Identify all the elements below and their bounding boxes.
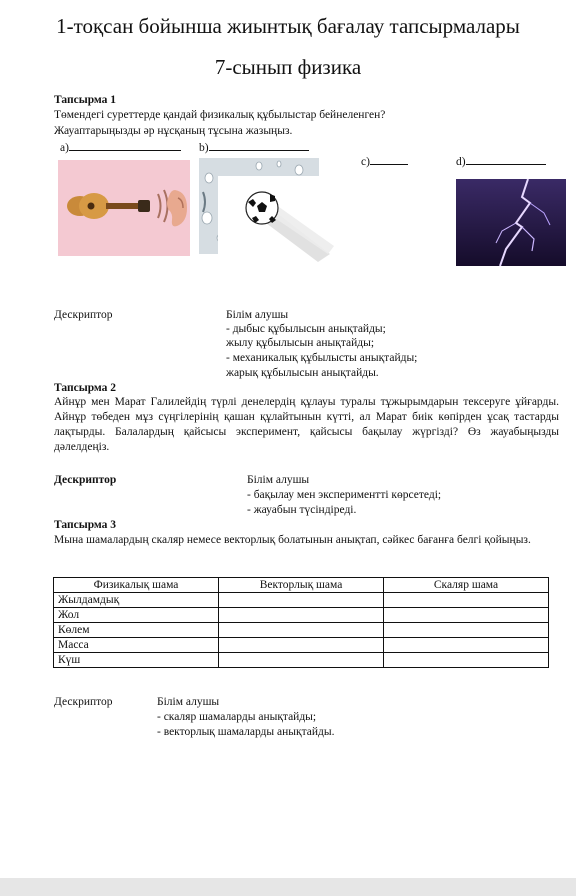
scalar-cell[interactable] [384, 593, 549, 608]
answer-line-a[interactable] [69, 140, 181, 151]
task2-text: Айнұр мен Марат Галилейдің түрлі денелердің құлауы туралы тұжырымдарын тексеруге ұйғарды. Айнұр төбеден мұз сүңгілерінің қашан құлайтынын күтті, ал Марат биік көпірден ұсақ тастарды лақтырды. Балалардың қайсысы эксперимент, қайсысы бақылау жүргізді? Өз жауабыңызды дәлелдеңіз. [54, 396, 559, 453]
page-subtitle: 7-сынып физика [214, 55, 362, 79]
task1-descriptor-intro: Білім алушы [226, 309, 289, 321]
task3-descriptor-item: - векторлық шамаларды анықтайды. [157, 726, 335, 738]
task3-descriptor-label: Дескриптор [54, 696, 113, 708]
task1-descriptor-label: Дескриптор [54, 309, 113, 321]
table-row [54, 653, 549, 668]
task3-heading: Тапсырма 3 [54, 519, 117, 531]
quantities-table [53, 577, 549, 668]
table-header-row [54, 578, 549, 593]
answer-line-b[interactable] [209, 140, 309, 151]
guitar-ear-icon [58, 160, 190, 256]
task1-instruction: Жауаптарыңызды әр нұсқаның тұсына жазыңыз. [54, 125, 293, 137]
soccer-ball-icon [218, 176, 336, 266]
vector-cell[interactable] [219, 623, 384, 638]
vector-cell[interactable] [219, 638, 384, 653]
table-row [54, 623, 549, 638]
task1-answer-c [361, 154, 408, 169]
task2-descriptor-item: - жауабын түсіндіреді. [247, 504, 357, 516]
lightning-icon [456, 179, 566, 266]
row-quantity: Көлем [54, 623, 219, 638]
label-b: b) [199, 142, 209, 154]
page-title: 1-тоқсан бойынша жиынтық бағалау тапсырмалары [56, 14, 520, 38]
label-a: a) [60, 142, 69, 154]
scalar-cell[interactable] [384, 653, 549, 668]
task1-descriptor-item: жарық құбылысын анықтайды. [226, 367, 379, 379]
task1-answer-d [456, 154, 546, 169]
task1-question: Төмендегі суреттерде қандай физикалық құбылыстар бейнеленген? [54, 109, 386, 121]
viewer-bottom-bar [0, 878, 576, 896]
row-quantity: Жылдамдық [54, 593, 219, 608]
task1-heading: Тапсырма 1 [54, 94, 117, 106]
label-d: d) [456, 156, 466, 168]
scalar-cell[interactable] [384, 638, 549, 653]
task2-heading: Тапсырма 2 [54, 382, 117, 394]
table-row [54, 638, 549, 653]
task2-descriptor-intro: Білім алушы [247, 474, 310, 486]
scalar-cell[interactable] [384, 608, 549, 623]
answer-line-d[interactable] [466, 154, 546, 165]
task1-answer-a [60, 140, 181, 155]
vector-cell[interactable] [219, 608, 384, 623]
task2-descriptor-label: Дескриптор [54, 474, 117, 486]
task3-descriptor-intro: Білім алушы [157, 696, 220, 708]
task1-answer-b [199, 140, 309, 155]
task3-text: Мына шамалардың скаляр немесе векторлық болатынын анықтап, сәйкес бағанға белгі қойыңыз. [54, 534, 531, 546]
header-quantity: Физикалық шама [54, 578, 219, 593]
header-scalar: Скаляр шама [384, 578, 549, 593]
task1-descriptor-item: жылу құбылысын анықтайды; [226, 337, 375, 349]
header-vector: Векторлық шама [219, 578, 384, 593]
table-row [54, 593, 549, 608]
table-row [54, 608, 549, 623]
row-quantity: Масса [54, 638, 219, 653]
label-c: c) [361, 156, 370, 168]
vector-cell[interactable] [219, 653, 384, 668]
row-quantity: Күш [54, 653, 219, 668]
task1-descriptor-item: - дыбыс құбылысын анықтайды; [226, 323, 386, 335]
row-quantity: Жол [54, 608, 219, 623]
answer-line-c[interactable] [370, 154, 408, 165]
task3-descriptor-item: - скаляр шамаларды анықтайды; [157, 711, 317, 723]
scalar-cell[interactable] [384, 623, 549, 638]
vector-cell[interactable] [219, 593, 384, 608]
task1-descriptor-item: - механикалық құбылысты анықтайды; [226, 352, 418, 364]
task2-descriptor-item: - бақылау мен экспериментті көрсетеді; [247, 489, 442, 501]
